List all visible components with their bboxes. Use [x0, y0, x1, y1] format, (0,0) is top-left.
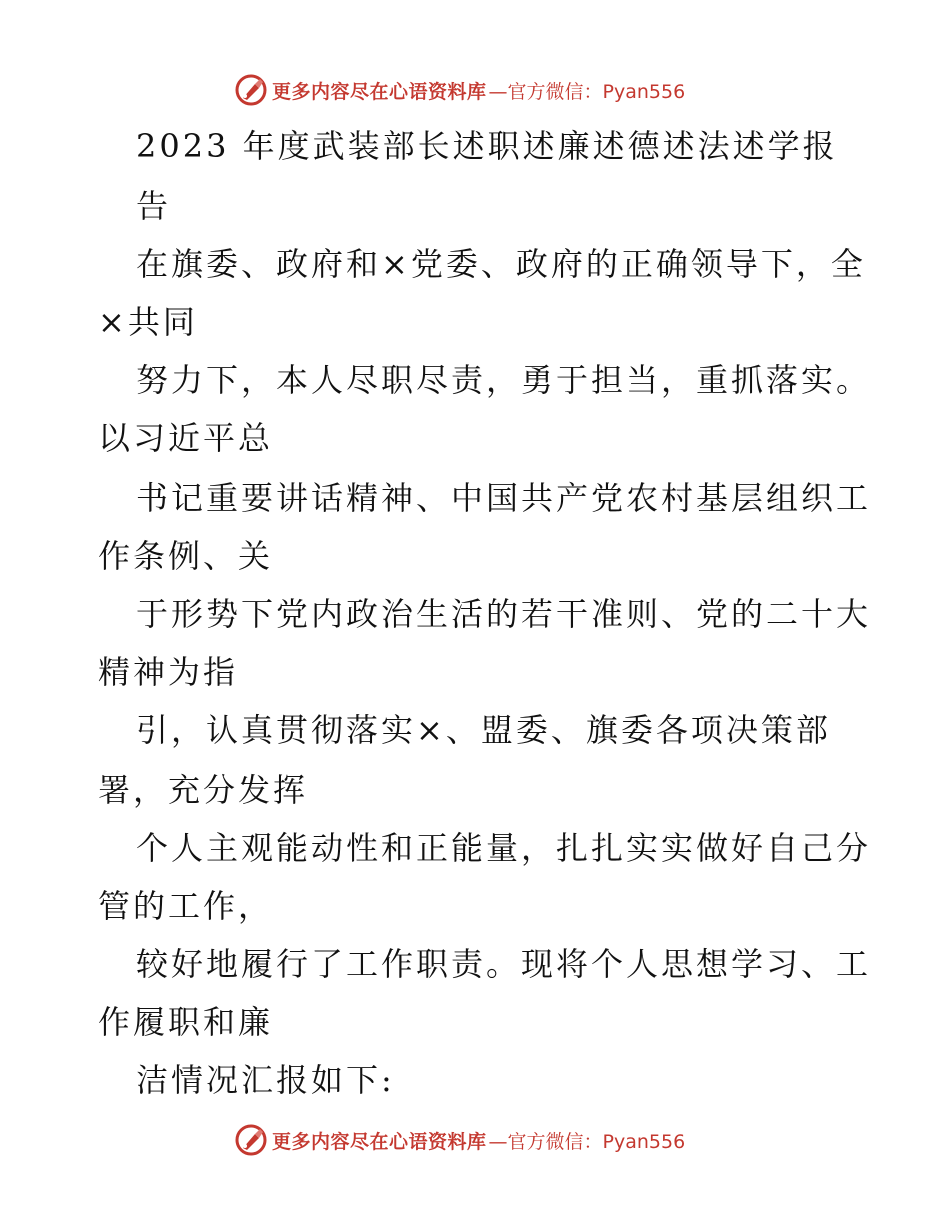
body-line: 于形势下党内政治生活的若干准则、党的二十大: [136, 595, 872, 633]
body-line: 管的工作，: [98, 887, 274, 925]
body-line: 书记重要讲话精神、中国共产党农村基层组织工: [136, 479, 872, 517]
document-title-line-2: 告: [136, 187, 172, 225]
watermark-contact: —官方微信：Pyan556: [488, 1130, 686, 1153]
body-line: 努力下，本人尽职尽责，勇于担当，重抓落实。: [136, 361, 872, 399]
body-line: 较好地履行了工作职责。现将个人思想学习、工: [136, 945, 872, 983]
body-line: 署，充分发挥: [98, 771, 309, 809]
body-line: 作履职和廉: [98, 1003, 274, 1041]
body-line: 在旗委、政府和×党委、政府的正确领导下，全: [136, 245, 866, 283]
footer-watermark: [234, 1122, 685, 1158]
body-line: 精神为指: [98, 653, 239, 691]
watermark-contact: —官方微信：Pyan556: [488, 80, 686, 103]
watermark-text: 更多内容尽在心语资料库: [272, 1130, 487, 1153]
body-line: 洁情况汇报如下:: [136, 1061, 395, 1099]
body-line: 作条例、关: [98, 537, 274, 575]
body-line: 以习近平总: [98, 419, 274, 457]
body-line: 引，认真贯彻落实×、盟委、旗委各项决策部: [136, 711, 831, 749]
document-title-line-1: 2023 年度武装部长述职述廉述德述法述学报: [136, 127, 838, 165]
header-watermark: [234, 72, 685, 108]
watermark-text: 更多内容尽在心语资料库: [272, 80, 487, 103]
pen-nib-logo-icon: [234, 1123, 268, 1157]
body-line: 个人主观能动性和正能量，扎扎实实做好自己分: [136, 829, 872, 867]
pen-nib-logo-icon: [234, 73, 268, 107]
body-line: ×共同: [98, 303, 198, 341]
